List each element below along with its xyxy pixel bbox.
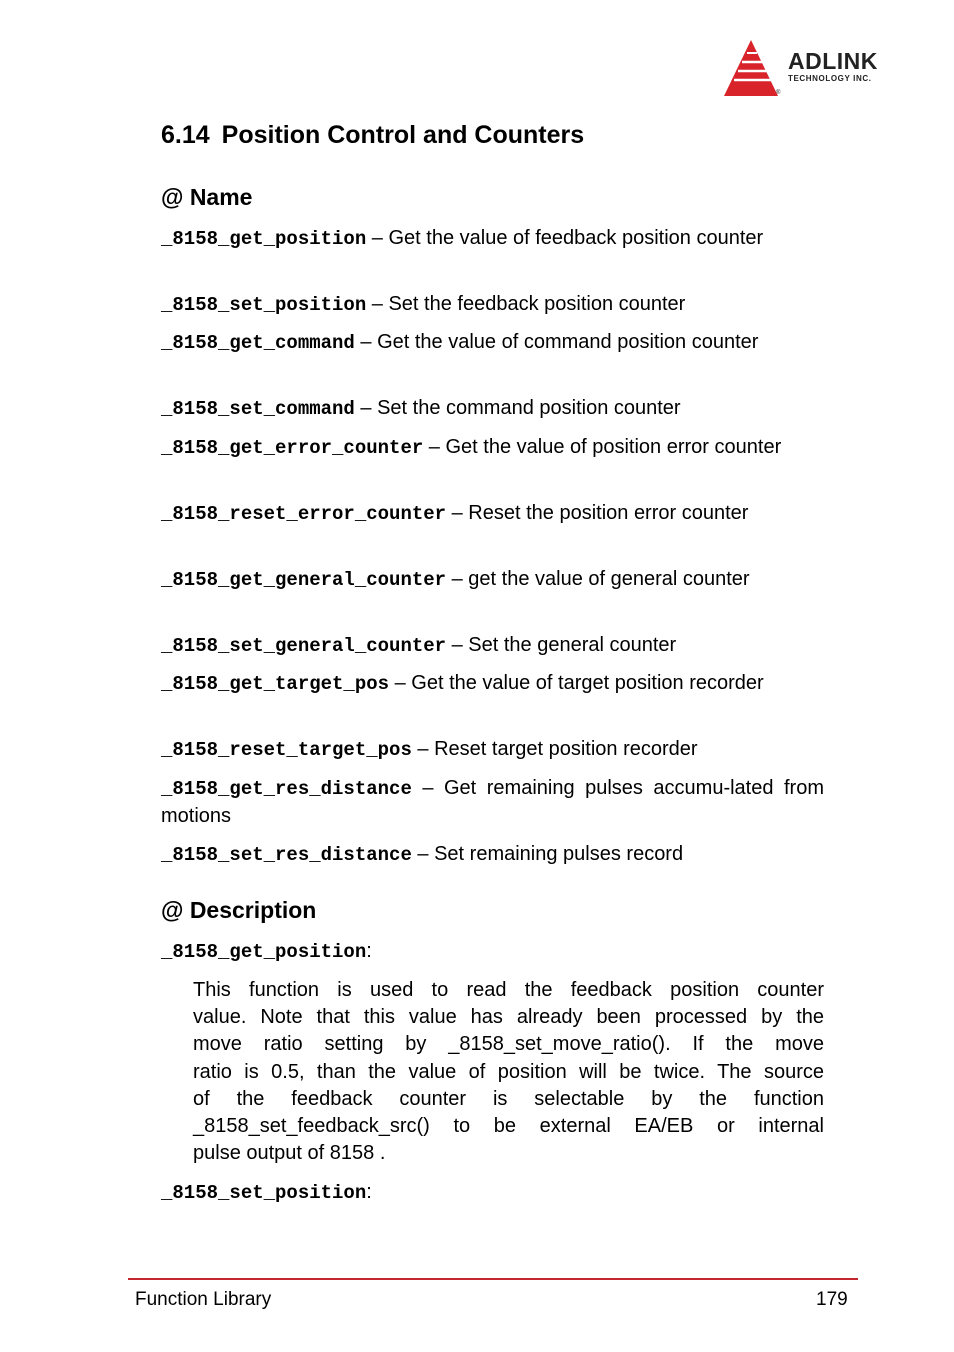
description-subheading: @ Description xyxy=(161,897,317,923)
name-entry xyxy=(161,500,824,528)
name-entry xyxy=(161,329,824,357)
function-summary: – Get the value of feedback position counter xyxy=(366,227,764,249)
name-entry xyxy=(161,632,824,660)
function-name: _8158_get_position xyxy=(161,941,367,963)
page-number: 179 xyxy=(816,1289,848,1310)
paragraph-line: pulse output of 8158 . xyxy=(193,1142,386,1165)
function-summary: – get the value of general counter xyxy=(446,568,750,590)
function-name: _8158_reset_error_counter xyxy=(161,503,447,525)
function-name: _8158_get_position xyxy=(161,228,367,250)
function-name: _8158_get_target_pos xyxy=(161,673,390,695)
paragraph-line: _8158_set_feedback_src() to be external EA/EB or internal xyxy=(193,1115,824,1138)
name-entry xyxy=(161,566,824,594)
label-colon: : xyxy=(366,940,372,962)
section-heading xyxy=(161,121,584,150)
adlink-triangle-icon xyxy=(722,38,780,98)
function-summary: – Get the value of target position recorder xyxy=(389,672,764,694)
function-summary: – Reset the position error counter xyxy=(446,502,749,524)
logo-registered-mark: ® xyxy=(776,90,781,96)
description-function-label xyxy=(161,938,824,966)
function-name: _8158_set_position xyxy=(161,1182,367,1204)
name-entry xyxy=(161,670,824,698)
function-summary: – Set the command position counter xyxy=(354,397,681,419)
name-subheading: @ Name xyxy=(161,184,253,210)
function-summary: – Get remaining pulses accumu-lated from motions xyxy=(161,777,824,827)
name-entry xyxy=(161,225,824,253)
function-summary: – Reset target position recorder xyxy=(411,738,698,760)
label-colon: : xyxy=(366,1181,372,1203)
paragraph-line: of the feedback counter is selectable by the function xyxy=(193,1087,824,1110)
function-name: _8158_set_res_distance xyxy=(161,844,412,866)
function-summary: – Set the feedback position counter xyxy=(366,293,686,315)
function-name: _8158_set_general_counter xyxy=(161,635,447,657)
logo-brand: ADLINK xyxy=(788,48,878,74)
function-name: _8158_get_res_distance xyxy=(161,778,412,800)
name-entry xyxy=(161,291,824,319)
function-name: _8158_set_position xyxy=(161,294,367,316)
section-title: Position Control and Counters xyxy=(221,121,585,149)
name-entry xyxy=(161,395,824,423)
paragraph-line: move ratio setting by _8158_set_move_ratio(). If the move xyxy=(193,1033,824,1056)
function-name: _8158_reset_target_pos xyxy=(161,739,412,761)
footer-chapter-title: Function Library xyxy=(135,1289,272,1310)
paragraph-line: ratio is 0.5, than the value of position will be twice. The source xyxy=(193,1060,824,1083)
description-paragraph xyxy=(193,977,824,1167)
footer-rule xyxy=(128,1278,858,1280)
function-name: _8158_get_general_counter xyxy=(161,569,447,591)
name-entry xyxy=(161,434,824,462)
section-number: 6.14 xyxy=(161,121,210,149)
name-entry xyxy=(161,736,824,764)
function-summary: – Set the general counter xyxy=(446,634,677,656)
name-entry xyxy=(161,775,824,830)
logo-subtitle: TECHNOLOGY INC. xyxy=(788,74,872,83)
function-summary: – Get the value of position error counter xyxy=(423,436,782,458)
paragraph-line: This function is used to read the feedback position counter xyxy=(193,979,824,1001)
function-name: _8158_get_command xyxy=(161,332,355,354)
description-function-label xyxy=(161,1179,824,1207)
function-summary: – Get the value of command position counter xyxy=(354,331,759,353)
function-name: _8158_get_error_counter xyxy=(161,437,424,459)
paragraph-line: value. Note that this value has already been processed by the xyxy=(193,1006,824,1029)
adlink-logo xyxy=(722,38,912,100)
function-name: _8158_set_command xyxy=(161,398,355,420)
name-entry xyxy=(161,841,824,869)
function-summary: – Set remaining pulses record xyxy=(411,843,684,865)
